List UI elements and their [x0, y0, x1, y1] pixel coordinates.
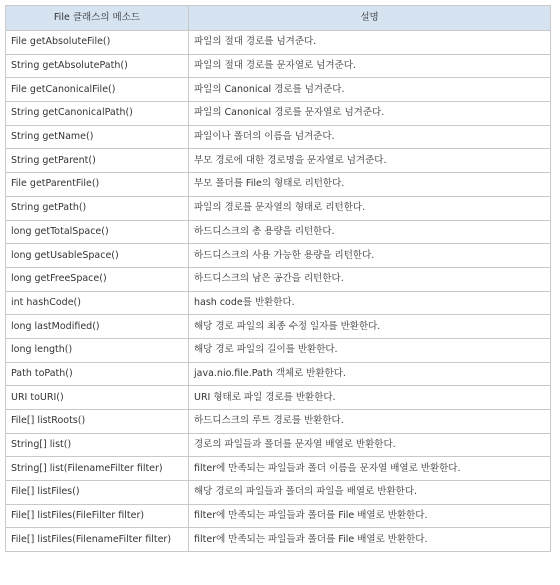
- description-cell: filter에 만족되는 파일들과 폴더 이름을 문자열 배열로 반환한다.: [189, 457, 551, 481]
- header-description: 설명: [189, 6, 551, 31]
- table-row: [6, 244, 551, 268]
- header-method: File 클래스의 메소드: [6, 6, 189, 31]
- method-cell: String[] list(): [6, 433, 189, 457]
- table-row: [6, 433, 551, 457]
- table-header: [6, 6, 551, 31]
- table-row: [6, 410, 551, 434]
- method-cell: long getFreeSpace(): [6, 267, 189, 291]
- description-cell: 하드디스크의 남은 공간을 리턴한다.: [189, 267, 551, 291]
- table-row: [6, 267, 551, 291]
- description-cell: 파일의 절대 경로를 문자열로 넘겨준다.: [189, 54, 551, 78]
- description-cell: 해당 경로 파일의 길이를 반환한다.: [189, 338, 551, 362]
- description-cell: 경로의 파일들과 폴더를 문자열 배열로 반환한다.: [189, 433, 551, 457]
- table-row: [6, 196, 551, 220]
- method-cell: File[] listFiles(FileFilter filter): [6, 504, 189, 528]
- description-cell: URI 형태로 파일 경로를 반환한다.: [189, 386, 551, 410]
- table-row: [6, 173, 551, 197]
- method-cell: File getCanonicalFile(): [6, 78, 189, 102]
- table-row: [6, 78, 551, 102]
- description-cell: 해당 경로 파일의 최종 수정 일자를 반환한다.: [189, 315, 551, 339]
- method-cell: Path toPath(): [6, 362, 189, 386]
- method-cell: String getPath(): [6, 196, 189, 220]
- header-row: [6, 6, 551, 31]
- method-cell: long getTotalSpace(): [6, 220, 189, 244]
- table-row: [6, 220, 551, 244]
- method-cell: File getAbsoluteFile(): [6, 31, 189, 55]
- table-row: [6, 54, 551, 78]
- table-row: [6, 386, 551, 410]
- table-row: [6, 362, 551, 386]
- file-methods-table: [5, 5, 551, 552]
- method-cell: String[] list(FilenameFilter filter): [6, 457, 189, 481]
- method-cell: String getName(): [6, 125, 189, 149]
- method-cell: long lastModified(): [6, 315, 189, 339]
- table-row: [6, 315, 551, 339]
- description-cell: 파일의 Canonical 경로를 넘겨준다.: [189, 78, 551, 102]
- method-cell: File[] listFiles(FilenameFilter filter): [6, 528, 189, 552]
- method-cell: File getParentFile(): [6, 173, 189, 197]
- table-row: [6, 504, 551, 528]
- description-cell: 해당 경로의 파일들과 폴더의 파일을 배열로 반환한다.: [189, 481, 551, 505]
- description-cell: hash code를 반환한다.: [189, 291, 551, 315]
- description-cell: 부모 경로에 대한 경로명을 문자열로 넘겨준다.: [189, 149, 551, 173]
- table-body: [6, 31, 551, 552]
- table-row: [6, 125, 551, 149]
- method-cell: long getUsableSpace(): [6, 244, 189, 268]
- description-cell: 하드디스크의 사용 가능한 용량을 리턴한다.: [189, 244, 551, 268]
- method-cell: String getParent(): [6, 149, 189, 173]
- description-cell: 파일이나 폴더의 이름을 넘겨준다.: [189, 125, 551, 149]
- file-methods-table-container: [5, 5, 550, 552]
- method-cell: URI toURI(): [6, 386, 189, 410]
- table-row: [6, 31, 551, 55]
- description-cell: filter에 만족되는 파일들과 폴더를 File 배열로 반환한다.: [189, 528, 551, 552]
- description-cell: 파일의 Canonical 경로를 문자열로 넘겨준다.: [189, 102, 551, 126]
- description-cell: 하드디스크의 루트 경로를 반환한다.: [189, 410, 551, 434]
- method-cell: int hashCode(): [6, 291, 189, 315]
- description-cell: 파일의 경로를 문자열의 형태로 리턴한다.: [189, 196, 551, 220]
- method-cell: String getAbsolutePath(): [6, 54, 189, 78]
- method-cell: long length(): [6, 338, 189, 362]
- table-row: [6, 149, 551, 173]
- description-cell: filter에 만족되는 파일들과 폴더를 File 배열로 반환한다.: [189, 504, 551, 528]
- table-row: [6, 481, 551, 505]
- method-cell: String getCanonicalPath(): [6, 102, 189, 126]
- table-row: [6, 291, 551, 315]
- method-cell: File[] listFiles(): [6, 481, 189, 505]
- description-cell: 부모 폴더를 File의 형태로 리턴한다.: [189, 173, 551, 197]
- description-cell: java.nio.file.Path 객체로 반환한다.: [189, 362, 551, 386]
- table-row: [6, 102, 551, 126]
- method-cell: File[] listRoots(): [6, 410, 189, 434]
- table-row: [6, 528, 551, 552]
- description-cell: 파일의 절대 경로를 넘겨준다.: [189, 31, 551, 55]
- description-cell: 하드디스크의 총 용량을 리턴한다.: [189, 220, 551, 244]
- table-row: [6, 338, 551, 362]
- table-row: [6, 457, 551, 481]
